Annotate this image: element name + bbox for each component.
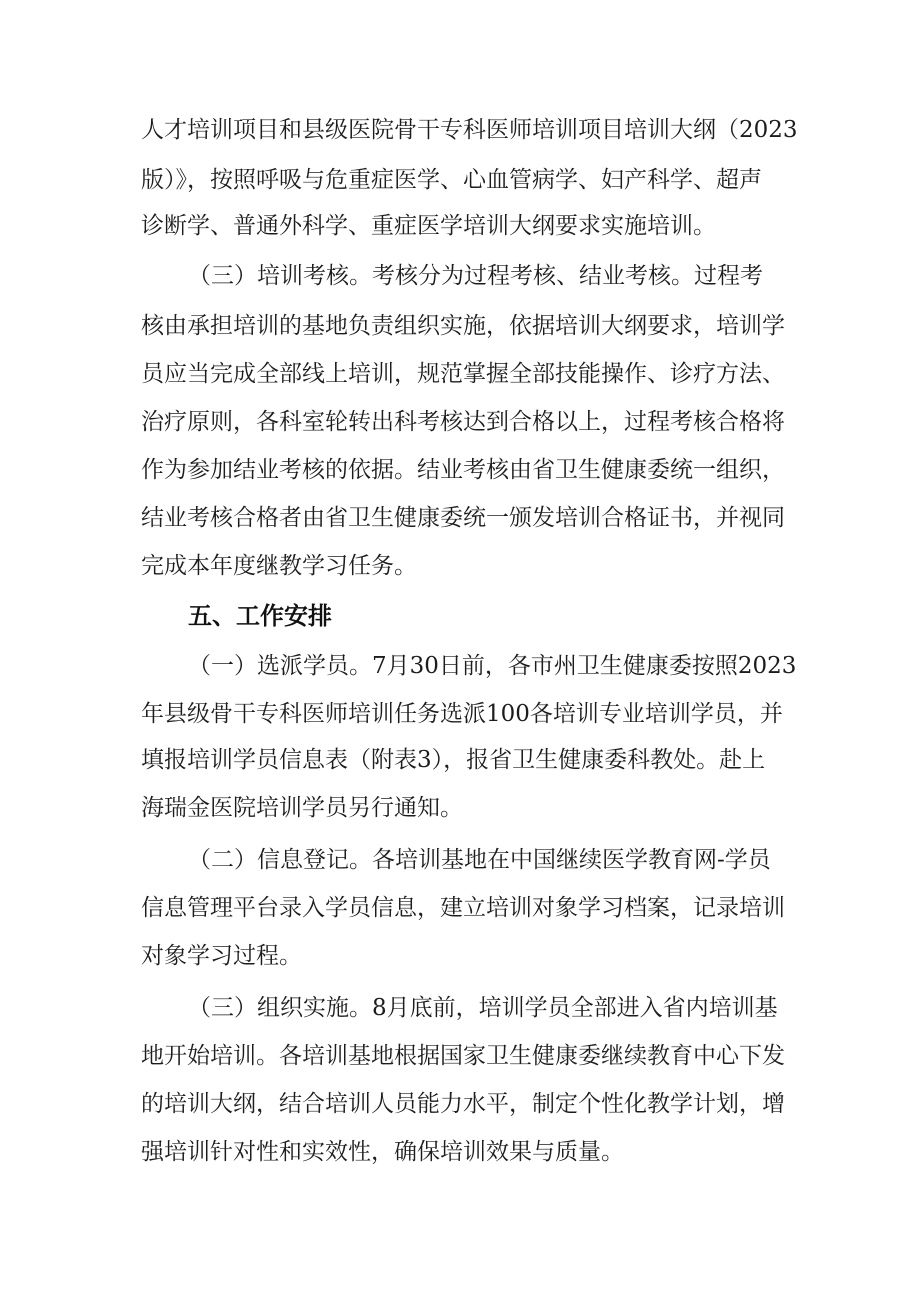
- body-line: 作为参加结业考核的依据。结业考核由省卫生健康委统一组织，: [141, 457, 785, 483]
- section-heading: 五、工作安排: [188, 602, 332, 630]
- body-line: 地开始培训。各培训基地根据国家卫生健康委继续教育中心下发: [141, 1043, 785, 1069]
- body-line: 人才培训项目和县级医院骨干专科医师培训项目培训大纲（2023: [141, 117, 798, 143]
- body-line: 结业考核合格者由省卫生健康委统一颁发培训合格证书，并视同: [141, 505, 785, 531]
- body-line: 版）》，按照呼吸与危重症医学、心血管病学、妇产科学、超声: [141, 167, 762, 193]
- body-line: 治疗原则，各科室轮转出科考核达到合格以上，过程考核合格将: [141, 409, 785, 435]
- body-line: 对象学习过程。: [141, 943, 302, 969]
- item-two-first-line: （二）信息登记。各培训基地在中国继续医学教育网-学员: [188, 847, 771, 873]
- item-three-first-line: （三）组织实施。8月底前，培训学员全部进入省内培训基: [188, 995, 778, 1021]
- body-line: 强培训针对性和实效性，确保培训效果与质量。: [141, 1139, 624, 1165]
- body-line: 年县级骨干专科医师培训任务选派100各培训专业培训学员，并: [141, 701, 783, 727]
- section-three-first-line: （三）培训考核。考核分为过程考核、结业考核。过程考: [188, 263, 763, 289]
- body-line: 核由承担培训的基地负责组织实施，依据培训大纲要求，培训学: [141, 313, 785, 339]
- body-line: 的培训大纲，结合培训人员能力水平，制定个性化教学计划，增: [141, 1091, 785, 1117]
- body-line: 诊断学、普通外科学、重症医学培训大纲要求实施培训。: [141, 213, 716, 239]
- body-line: 员应当完成全部线上培训，规范掌握全部技能操作、诊疗方法、: [141, 361, 785, 387]
- body-line: 海瑞金医院培训学员另行通知。: [141, 795, 463, 821]
- body-line: 信息管理平台录入学员信息，建立培训对象学习档案，记录培训: [141, 895, 785, 921]
- item-one-first-line: （一）选派学员。7月30日前，各市州卫生健康委按照2023: [188, 653, 797, 679]
- body-line: 完成本年度继教学习任务。: [141, 553, 417, 579]
- body-line: 填报培训学员信息表（附表3），报省卫生健康委科教处。赴上: [141, 747, 766, 773]
